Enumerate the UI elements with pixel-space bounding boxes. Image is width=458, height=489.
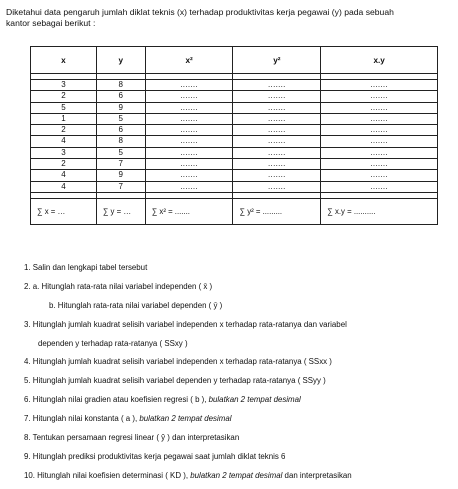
cell-x: 3 bbox=[31, 80, 97, 91]
cell-x-squared: ....... bbox=[145, 136, 233, 147]
task-7-note: bulatkan 2 tempat desimal bbox=[139, 414, 232, 424]
cell-y-squared: ....... bbox=[233, 125, 321, 136]
sum-x-squared: ∑ x² = ....... bbox=[145, 198, 233, 224]
task-6-text: 6. Hitunglah nilai gradien atau koefisien regresi ( b ), bbox=[24, 395, 209, 405]
data-table bbox=[30, 46, 438, 225]
header-y: y bbox=[96, 47, 145, 74]
cell-x-squared: ....... bbox=[145, 125, 233, 136]
table-row bbox=[31, 125, 438, 136]
cell-y: 5 bbox=[96, 147, 145, 158]
cell-y-squared: ....... bbox=[233, 113, 321, 124]
cell-y: 8 bbox=[96, 136, 145, 147]
task-3 bbox=[24, 319, 448, 330]
task-6-note: bulatkan 2 tempat desimal bbox=[208, 395, 301, 405]
table-row bbox=[31, 181, 438, 192]
cell-xy: ....... bbox=[321, 147, 438, 158]
cell-xy: ....... bbox=[321, 102, 438, 113]
cell-y: 7 bbox=[96, 181, 145, 192]
cell-x: 2 bbox=[31, 125, 97, 136]
task-1: 1. Salin dan lengkapi tabel tersebut bbox=[24, 263, 148, 272]
cell-x: 2 bbox=[31, 159, 97, 170]
cell-y-squared: ....... bbox=[233, 136, 321, 147]
cell-x: 1 bbox=[31, 113, 97, 124]
table-row bbox=[31, 147, 438, 158]
cell-x-squared: ....... bbox=[145, 159, 233, 170]
cell-y: 6 bbox=[96, 91, 145, 102]
header-x: x bbox=[31, 47, 97, 74]
table-row bbox=[31, 159, 438, 170]
task-3-line-2: dependen y terhadap rata-ratanya ( SSxy ) bbox=[38, 338, 188, 348]
cell-x-squared: ....... bbox=[145, 170, 233, 181]
cell-x-squared: ....... bbox=[145, 113, 233, 124]
problem-intro bbox=[6, 7, 452, 29]
table-row bbox=[31, 170, 438, 181]
task-3-line-1: 3. Hitunglah jumlah kuadrat selisih variabel independen x terhadap rata-ratanya dan variabel bbox=[24, 319, 347, 329]
cell-x: 3 bbox=[31, 147, 97, 158]
task-7 bbox=[24, 413, 448, 424]
table-row bbox=[31, 80, 438, 91]
cell-y: 9 bbox=[96, 170, 145, 181]
cell-xy: ....... bbox=[321, 113, 438, 124]
cell-x: 5 bbox=[31, 102, 97, 113]
task-10-text: 10. Hitunglah nilai koefisien determinasi ( KD ), bbox=[24, 470, 191, 480]
header-y-squared: y² bbox=[233, 47, 321, 74]
cell-y-squared: ....... bbox=[233, 147, 321, 158]
intro-line-2: kantor sebagai berikut : bbox=[6, 18, 96, 29]
cell-x: 4 bbox=[31, 136, 97, 147]
cell-y: 7 bbox=[96, 159, 145, 170]
task-10-tail: dan interpretasikan bbox=[282, 470, 352, 480]
cell-y-squared: ....... bbox=[233, 80, 321, 91]
cell-x: 4 bbox=[31, 181, 97, 192]
cell-x-squared: ....... bbox=[145, 102, 233, 113]
table-row bbox=[31, 136, 438, 147]
table-header-row bbox=[31, 47, 438, 74]
sum-xy: ∑ x.y = .......... bbox=[321, 198, 438, 224]
cell-y: 8 bbox=[96, 80, 145, 91]
cell-y-squared: ....... bbox=[233, 159, 321, 170]
sum-y-squared: ∑ y² = ......... bbox=[233, 198, 321, 224]
task-7-text: 7. Hitunglah nilai konstanta ( a ), bbox=[24, 414, 140, 424]
cell-xy: ....... bbox=[321, 136, 438, 147]
sum-y: ∑ y = … bbox=[96, 198, 145, 224]
cell-x: 2 bbox=[31, 91, 97, 102]
task-10-note: bulatkan 2 tempat desimal bbox=[190, 470, 283, 480]
cell-y: 9 bbox=[96, 102, 145, 113]
cell-y-squared: ....... bbox=[233, 91, 321, 102]
intro-line-1: Diketahui data pengaruh jumlah diklat teknis (x) terhadap produktivitas kerja pegawai (y) pada sebuah bbox=[6, 7, 394, 17]
cell-y: 6 bbox=[96, 125, 145, 136]
cell-xy: ....... bbox=[321, 80, 438, 91]
cell-x-squared: ....... bbox=[145, 181, 233, 192]
cell-x: 4 bbox=[31, 170, 97, 181]
sum-row bbox=[31, 198, 438, 224]
cell-x-squared: ....... bbox=[145, 80, 233, 91]
table-row bbox=[31, 102, 438, 113]
task-list bbox=[24, 262, 448, 489]
task-10 bbox=[24, 470, 448, 481]
table-row bbox=[31, 113, 438, 124]
cell-xy: ....... bbox=[321, 159, 438, 170]
cell-x-squared: ....... bbox=[145, 91, 233, 102]
cell-xy: ....... bbox=[321, 125, 438, 136]
task-4: 4. Hitunglah jumlah kuadrat selisih variabel independen x terhadap rata-ratanya ( SSxx ) bbox=[24, 357, 332, 367]
cell-xy: ....... bbox=[321, 91, 438, 102]
header-x-squared: x² bbox=[145, 47, 233, 74]
task-2b: b. Hitunglah rata-rata nilai variabel dependen ( ȳ ) bbox=[49, 300, 223, 310]
task-9: 9. Hitunglah prediksi produktivitas kerja pegawai saat jumlah diklat teknis 6 bbox=[24, 451, 286, 461]
header-xy: x.y bbox=[321, 47, 438, 74]
cell-xy: ....... bbox=[321, 181, 438, 192]
task-8: 8. Tentukan persamaan regresi linear ( ŷ ) dan interpretasikan bbox=[24, 433, 240, 443]
cell-x-squared: ....... bbox=[145, 147, 233, 158]
cell-y-squared: ....... bbox=[233, 170, 321, 181]
sum-x: ∑ x = … bbox=[31, 198, 97, 224]
table-row bbox=[31, 91, 438, 102]
task-6 bbox=[24, 394, 448, 405]
task-2a: 2. a. Hitunglah rata-rata nilai variabel independen ( x̄ ) bbox=[24, 281, 213, 291]
cell-y: 5 bbox=[96, 113, 145, 124]
cell-y-squared: ....... bbox=[233, 181, 321, 192]
cell-y-squared: ....... bbox=[233, 102, 321, 113]
task-5: 5. Hitunglah jumlah kuadrat selisih variabel dependen y terhadap rata-ratanya ( SSyy ) bbox=[24, 376, 326, 386]
cell-xy: ....... bbox=[321, 170, 438, 181]
